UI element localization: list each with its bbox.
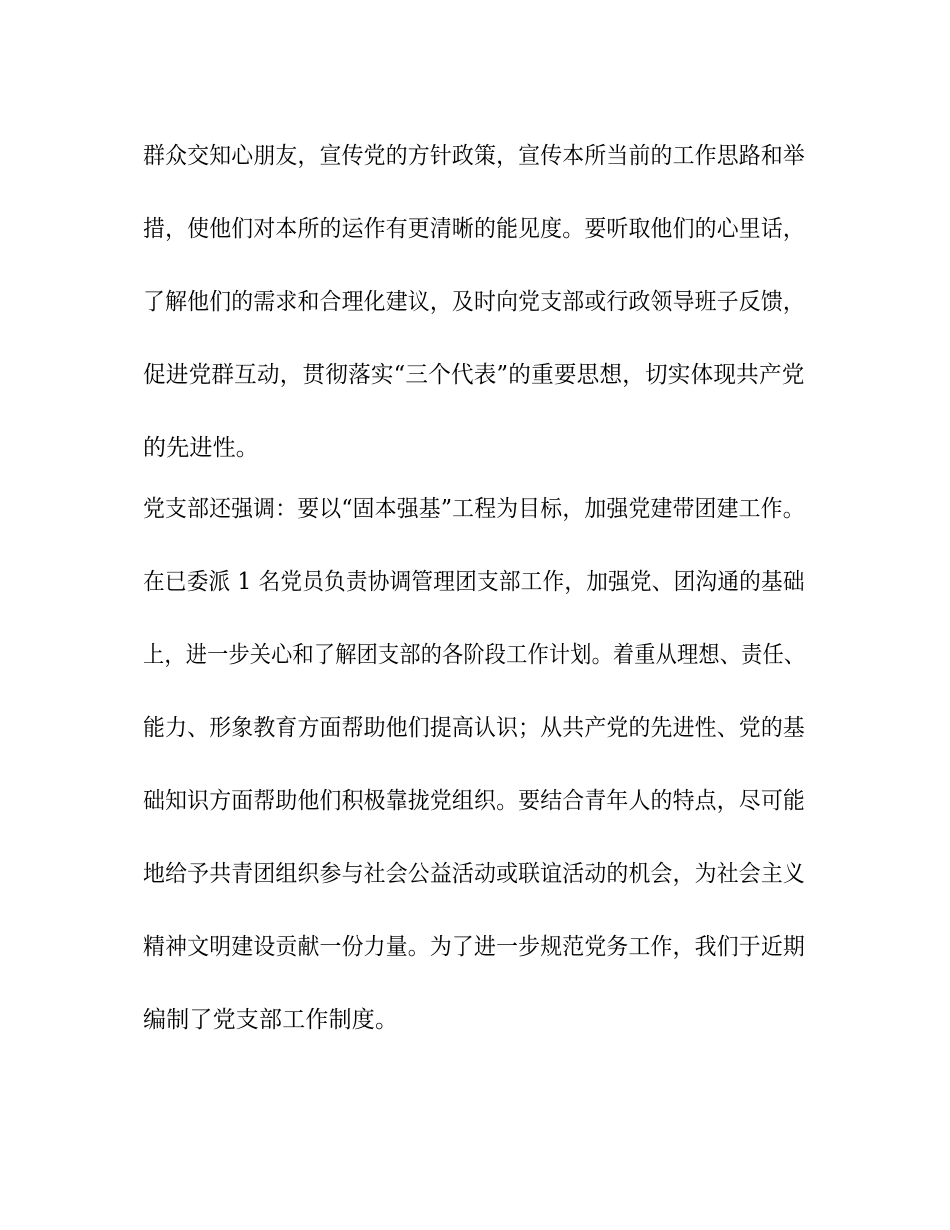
- text-line: 能力、形象教育方面帮助他们提高认识；从共产党的先进性、党的基: [143, 715, 805, 741]
- text-line: 在已委派 1 名党员负责协调管理团支部工作，加强党、团沟通的基础: [143, 569, 805, 595]
- text-line: 的先进性。: [143, 435, 259, 461]
- text-line: 础知识方面帮助他们积极靠拢党组织。要结合青年人的特点，尽可能: [143, 788, 805, 814]
- text-line: 精神文明建设贡献一份力量。为了进一步规范党务工作，我们于近期: [143, 934, 805, 960]
- text-line: 党支部还强调：要以“固本强基”工程为目标，加强党建带团建工作。: [143, 496, 805, 522]
- text-line: 促进党群互动，贯彻落实“三个代表”的重要思想，切实体现共产党: [143, 362, 805, 388]
- text-line: 上，进一步关心和了解团支部的各阶段工作计划。着重从理想、责任、: [143, 642, 806, 668]
- text-line: 群众交知心朋友，宣传党的方针政策，宣传本所当前的工作思路和举: [143, 143, 805, 169]
- text-line: 了解他们的需求和合理化建议，及时向党支部或行政领导班子反馈，: [143, 289, 805, 315]
- text-line: 编制了党支部工作制度。: [143, 1007, 399, 1033]
- text-line: 地给予共青团组织参与社会公益活动或联谊活动的机会，为社会主义: [143, 861, 805, 887]
- text-line: 措，使他们对本所的运作有更清晰的能见度。要听取他们的心里话，: [143, 216, 805, 242]
